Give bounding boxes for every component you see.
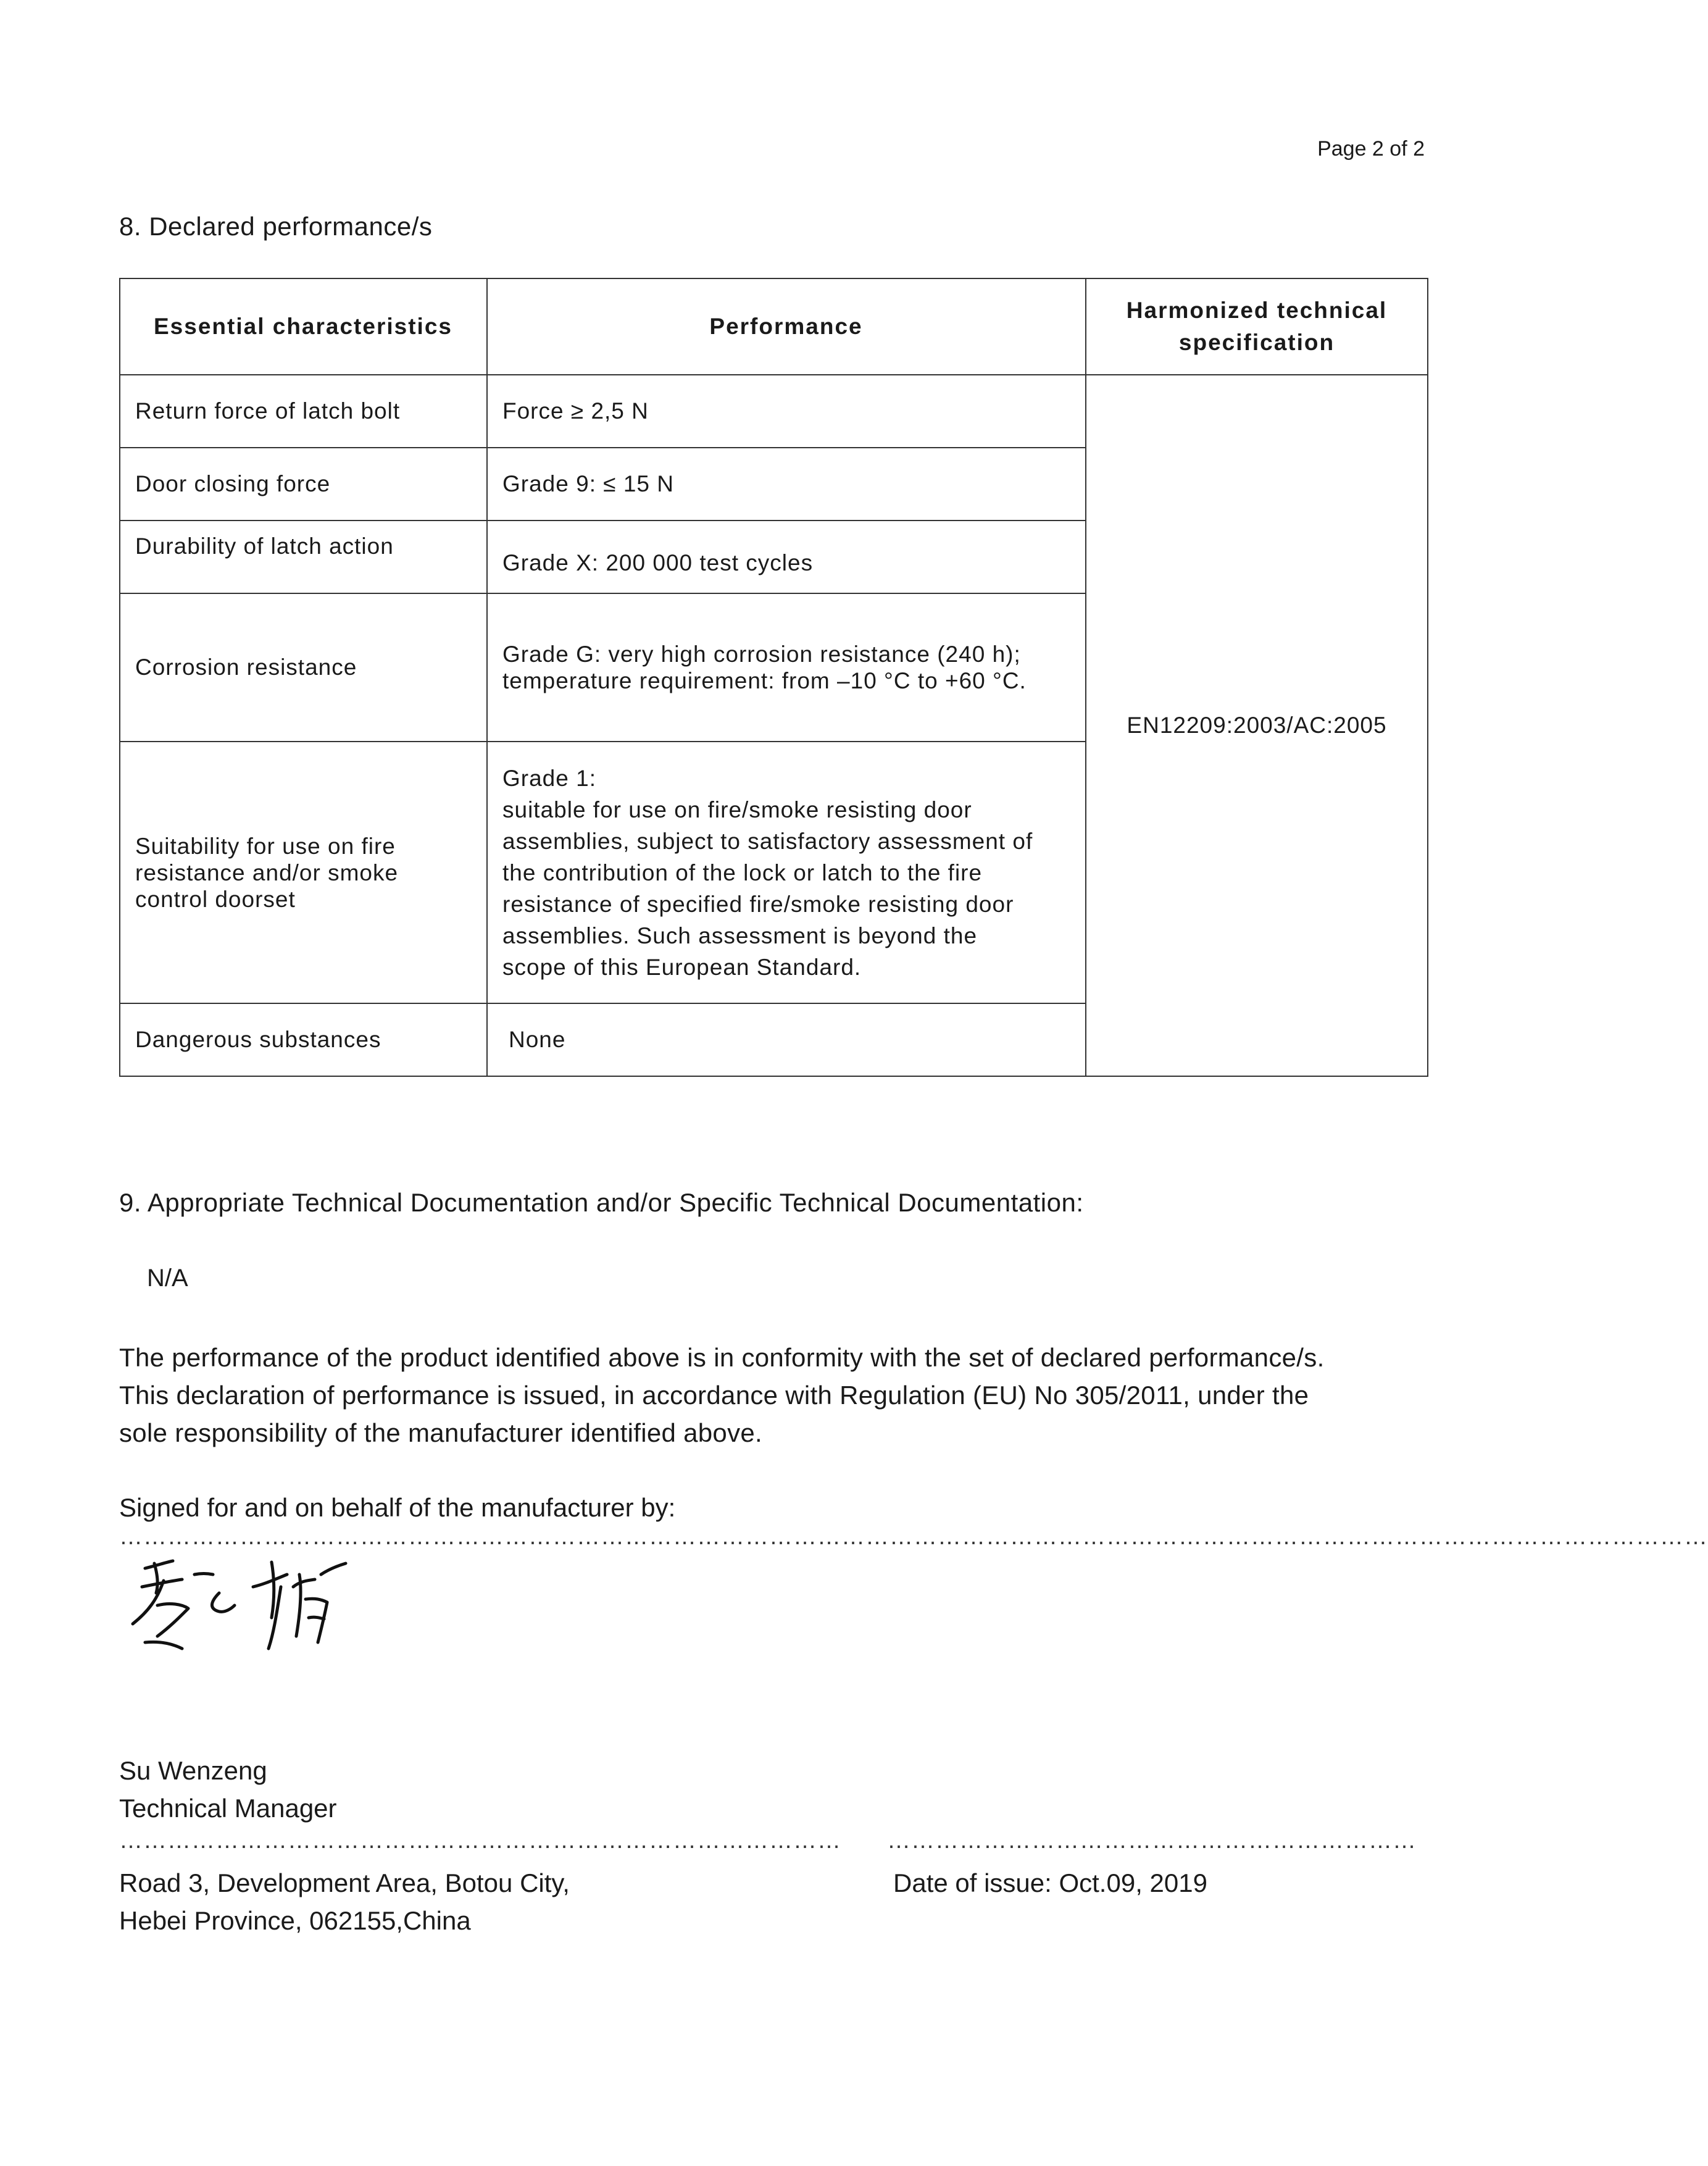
page-number: Page 2 of 2 — [1317, 137, 1425, 161]
characteristic-cell: Door closing force — [120, 448, 487, 521]
address-line-2: Hebei Province, 062155,China — [119, 1906, 471, 1935]
handwritten-signature — [120, 1550, 367, 1667]
characteristic-line: Suitability for use on fire — [135, 833, 396, 859]
performance-line: suitable for use on fire/smoke resisting door — [502, 797, 972, 822]
performance-line: temperature requirement: from –10 °C to +60 °C. — [502, 668, 1027, 693]
header-spec-line1: Harmonized technical — [1126, 298, 1388, 323]
conformity-statement — [119, 1339, 1477, 1452]
conformity-line: This declaration of performance is issued, in accordance with Regulation (EU) No 305/2011, under the — [119, 1381, 1309, 1410]
characteristic-cell: Return force of latch bolt — [120, 375, 487, 448]
performance-cell: None — [487, 1003, 1086, 1076]
performance-line: Grade 1: — [502, 765, 596, 791]
section-9-value: N/A — [147, 1265, 188, 1292]
performance-line: assemblies. Such assessment is beyond the — [502, 922, 978, 948]
address-dotted-line: ……………………………………………………………………………… — [119, 1828, 841, 1854]
conformity-line: The performance of the product identified above is in conformity with the set of declared performance/s. — [119, 1343, 1325, 1372]
performance-line: scope of this European Standard. — [502, 954, 862, 980]
performance-line: assemblies, subject to satisfactory assessment of — [502, 828, 1033, 854]
header-spec-line2: specification — [1178, 330, 1335, 355]
performance-table — [119, 278, 1428, 1077]
performance-cell: Grade X: 200 000 test cycles — [487, 521, 1086, 593]
signatory-role: Technical Manager — [119, 1794, 337, 1823]
signatory-name: Su Wenzeng — [119, 1756, 267, 1785]
performance-line: the contribution of the lock or latch to the fire — [502, 859, 983, 885]
performance-cell — [487, 742, 1086, 1003]
section-8-title: 8. Declared performance/s — [119, 212, 433, 241]
address-line-1: Road 3, Development Area, Botou City, — [119, 1868, 570, 1897]
characteristic-line: control doorset — [135, 886, 296, 912]
table-row — [120, 375, 1428, 448]
characteristic-line: resistance and/or smoke — [135, 859, 399, 885]
date-of-issue: Date of issue: Oct.09, 2019 — [893, 1868, 1207, 1897]
conformity-line: sole responsibility of the manufacturer identified above. — [119, 1418, 763, 1447]
characteristic-cell — [120, 742, 487, 1003]
performance-cell — [487, 593, 1086, 742]
performance-cell: Grade 9: ≤ 15 N — [487, 448, 1086, 521]
characteristic-cell: Corrosion resistance — [120, 593, 487, 742]
section-9-title: 9. Appropriate Technical Documentation and/or Specific Technical Documentation: — [119, 1188, 1084, 1217]
specification-cell: EN12209:2003/AC:2005 — [1086, 375, 1428, 1076]
signed-by-label: Signed for and on behalf of the manufacturer by: — [119, 1493, 676, 1522]
header-essential-characteristics: Essential characteristics — [120, 278, 487, 375]
header-performance: Performance — [487, 278, 1086, 375]
performance-cell: Force ≥ 2,5 N — [487, 375, 1086, 448]
characteristic-cell: Dangerous substances — [120, 1003, 487, 1076]
signature-dotted-line: ……………………………………………………………………………………………………………………………………………………………………………… — [119, 1524, 1708, 1550]
date-dotted-line: ………………………………………………………… — [887, 1828, 1417, 1854]
performance-line: Grade G: very high corrosion resistance (240 h); — [502, 642, 1021, 667]
performance-line: resistance of specified fire/smoke resisting door — [502, 891, 1014, 917]
characteristic-cell: Durability of latch action — [120, 521, 487, 593]
table-header-row — [120, 278, 1428, 375]
header-harmonized-spec — [1086, 278, 1428, 375]
